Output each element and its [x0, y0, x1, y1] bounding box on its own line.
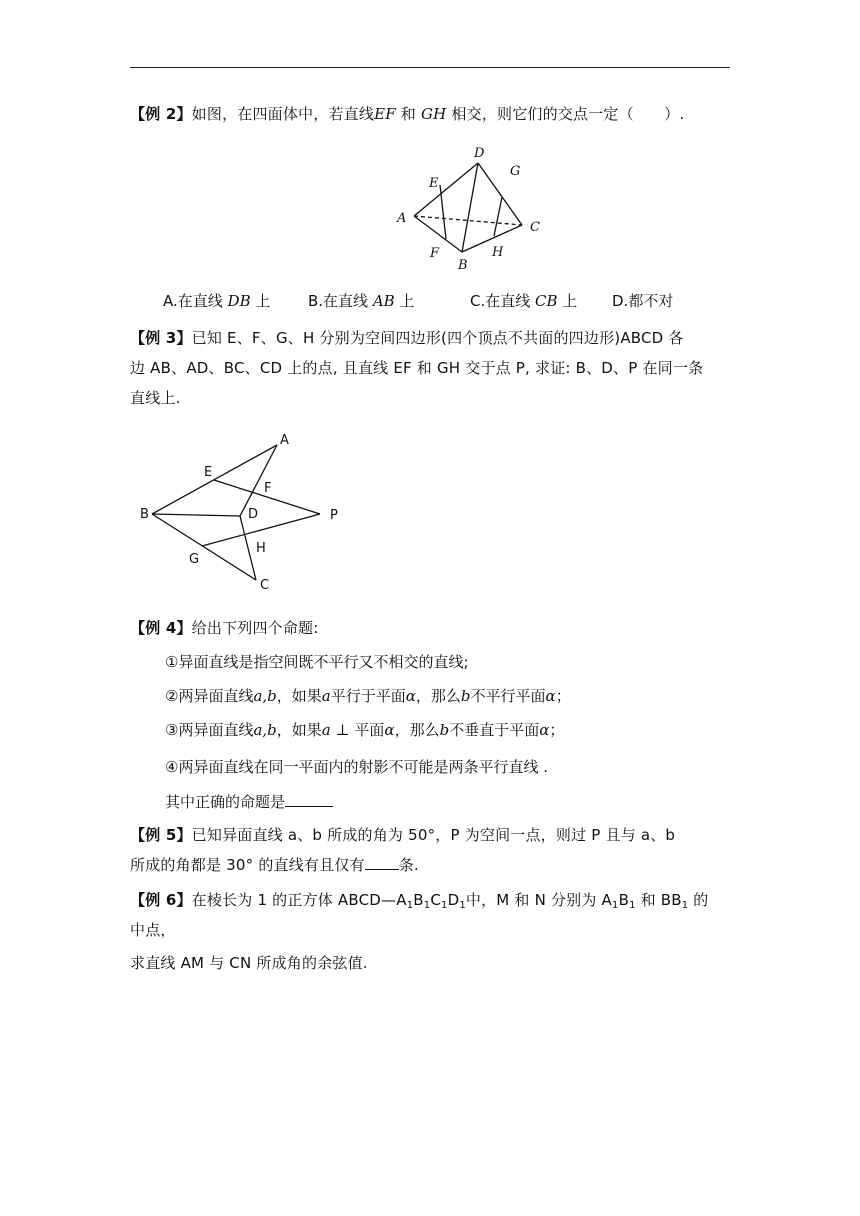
proposition-1: ①异面直线是指空间既不平行又不相交的直线;: [165, 653, 469, 671]
example-6-question: 【例 6】在棱长为 1 的正方体 $ABCD—A_1B_1C_1D_1$中，M 和 N 分别为 $A_1B_1$ 和 $BB_1$ 的 中点， 求直线 AM 与 CN 所成角的余弦值.: [130, 891, 709, 972]
answer-blank[interactable]: [285, 792, 333, 807]
label-F: F: [264, 481, 272, 496]
label-B: B: [458, 258, 468, 273]
option-b: B.在直线 AB 上: [308, 292, 415, 310]
label-E: E: [204, 465, 213, 480]
option-c: C.在直线 CB 上: [470, 292, 578, 310]
example-2-question: 【例 2】如图，在四面体中，若直线EF 和 GH 相交，则它们的交点一定（ ）.: [130, 105, 685, 123]
example-tag: 【例 2】: [130, 105, 192, 123]
label-B: B: [140, 507, 149, 522]
label-H: H: [256, 541, 266, 556]
label-A: A: [280, 433, 289, 448]
spatial-quadrilateral-figure: [130, 428, 350, 598]
label-D: D: [474, 146, 485, 161]
proposition-2: ②两异面直线a,b，如果a平行于平面α，那么b不平行平面α；: [165, 687, 571, 705]
proposition-3: ③两异面直线a,b，如果a ⊥ 平面α，那么b不垂直于平面α；: [165, 721, 565, 739]
label-C: C: [530, 220, 540, 235]
example-5-question: 【例 5】已知异面直线 a、b 所成的角为 50°，P 为空间一点，则过 P 且与 a、b 所成的角都是 30° 的直线有且仅有 条.: [130, 826, 676, 874]
label-E: E: [429, 176, 439, 191]
option-d: D.都不对: [612, 292, 674, 310]
answer-prompt: 其中正确的命题是: [165, 790, 730, 814]
label-F: F: [430, 246, 440, 261]
answer-blank[interactable]: [365, 855, 399, 870]
label-G: G: [510, 164, 521, 179]
label-P: P: [330, 508, 338, 523]
proposition-4: ④两异面直线在同一平面内的射影不可能是两条平行直线 .: [165, 758, 548, 776]
label-A: A: [397, 211, 407, 226]
header-rule: [130, 67, 730, 68]
example-3-question: 【例 3】已知 E、F、G、H 分别为空间四边形(四个顶点不共面的四边形)ABCD 各 边 AB、AD、BC、CD 上的点, 且直线 EF 和 GH 交于点 P, 求证: B、D、P 在同一条 直线上.: [130, 329, 704, 407]
example-4-question: 【例 4】给出下列四个命题:: [130, 619, 319, 637]
label-C: C: [260, 578, 270, 593]
tetrahedron-figure: [390, 140, 550, 275]
label-H: H: [492, 245, 504, 260]
option-a: A.在直线 DB 上: [163, 292, 271, 310]
label-G: G: [189, 552, 200, 567]
label-D: D: [248, 507, 259, 522]
